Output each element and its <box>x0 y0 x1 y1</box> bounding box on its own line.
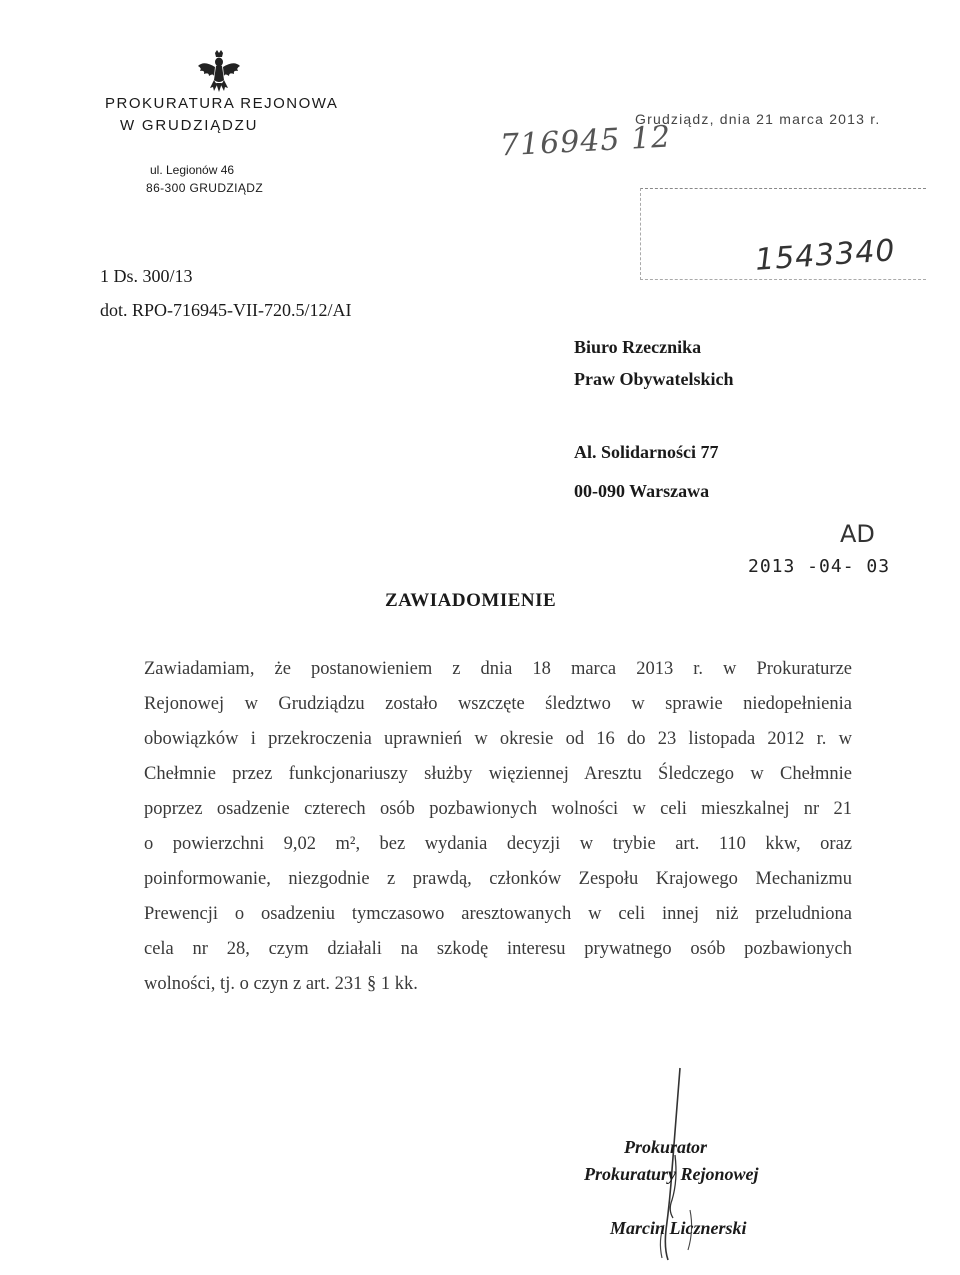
recipient-line3: Al. Solidarności 77 <box>574 442 719 462</box>
body-line: wolności, tj. o czyn z art. 231 § 1 kk. <box>144 974 418 994</box>
body-paragraph <box>144 652 852 1002</box>
received-date-stamp: 2013 -04- 03 <box>748 556 891 577</box>
reference-number: dot. RPO-716945-VII-720.5/12/AI <box>100 300 352 320</box>
document-title: ZAWIADOMIENIE <box>385 590 557 611</box>
signature-name: Marcin Licznerski <box>610 1218 747 1238</box>
org-name-line2: W GRUDZIĄDZU <box>120 117 259 134</box>
body-line: poprzez osadzenie czterech osób pozbawionych wolności w celi mieszkalnej nr 21 <box>144 799 852 819</box>
body-line: poinformowanie, niezgodnie z prawdą, członków Zespołu Krajowego Mechanizmu <box>144 869 852 889</box>
received-mark: AD <box>840 520 875 548</box>
registration-stamp-number: 1543340 <box>753 233 897 278</box>
handwritten-registration: 716945 12 <box>499 119 673 164</box>
recipient-line4: 00-090 Warszawa <box>574 481 710 501</box>
org-address-city: 86-300 GRUDZIĄDZ <box>146 181 264 195</box>
case-number: 1 Ds. 300/13 <box>100 266 193 286</box>
body-line: obowiązków i przekroczenia uprawnień w okresie od 16 do 23 listopada 2012 r. w <box>144 729 852 749</box>
body-line: cela nr 28, czym działali na szkodę interesu prywatnego osób pozbawionych <box>144 939 852 959</box>
eagle-emblem-icon <box>196 50 242 94</box>
recipient-line2: Praw Obywatelskich <box>574 369 734 389</box>
body-line: Zawiadamiam, że postanowieniem z dnia 18 marca 2013 r. w Prokuraturze <box>144 659 852 679</box>
body-line: Rejonowej w Grudziądzu zostało wszczęte śledztwo w sprawie niedopełnienia <box>144 694 852 714</box>
org-address-street: ul. Legionów 46 <box>150 163 235 177</box>
recipient-line1: Biuro Rzecznika <box>574 337 702 357</box>
place-date: Grudziądz, dnia 21 marca 2013 r. <box>635 111 881 127</box>
signature-office: Prokuratury Rejonowej <box>584 1164 759 1184</box>
signature-title: Prokurator <box>624 1137 708 1157</box>
org-name-line1: PROKURATURA REJONOWA <box>105 95 339 112</box>
body-line: Prewencji o osadzeniu tymczasowo aresztowanych w celi innej niż przeludniona <box>144 904 852 924</box>
body-line: Chełmnie przez funkcjonariuszy służby więziennej Aresztu Śledczego w Chełmnie <box>144 764 852 784</box>
body-line: o powierzchni 9,02 m², bez wydania decyzji w trybie art. 110 kkw, oraz <box>144 834 852 854</box>
